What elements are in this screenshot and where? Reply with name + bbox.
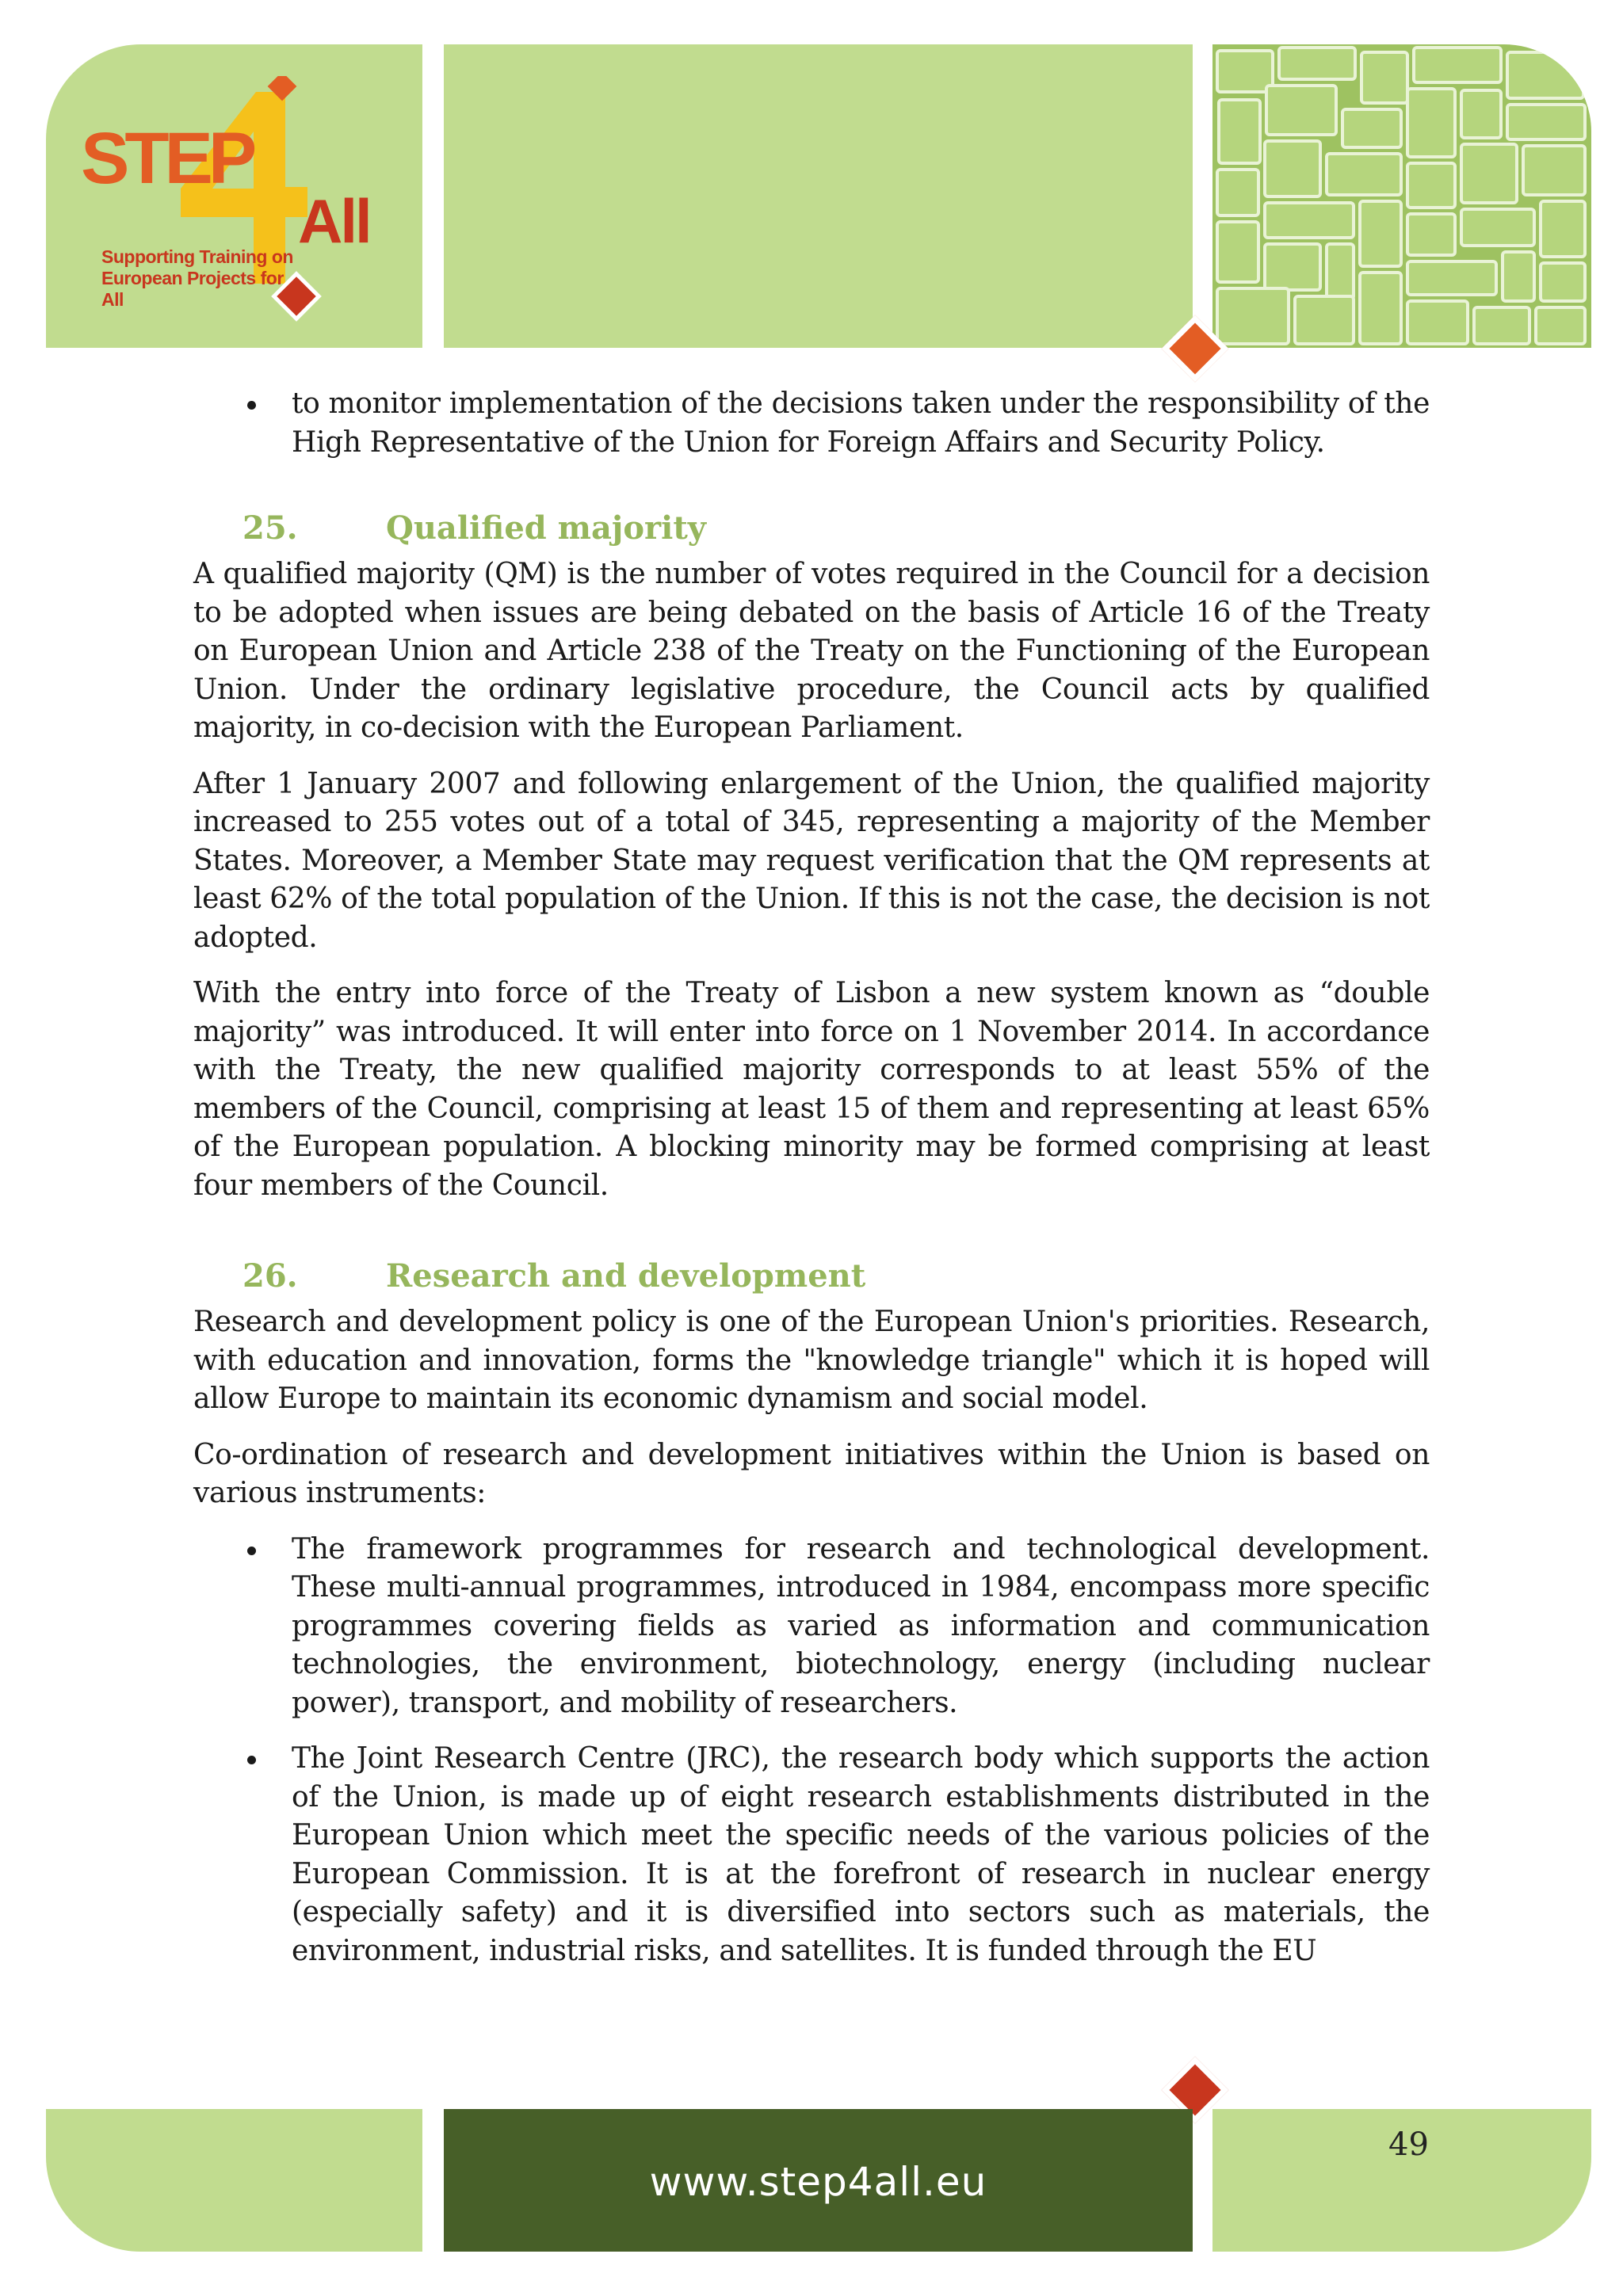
website-link[interactable]: www.step4all.eu bbox=[649, 2159, 987, 2205]
stone-pattern bbox=[1212, 44, 1591, 348]
logo-word-step: STEP bbox=[81, 118, 253, 199]
logo-tagline bbox=[101, 246, 307, 311]
header-pattern-panel bbox=[1212, 44, 1591, 348]
document-body bbox=[193, 385, 1430, 1988]
footer-left-panel bbox=[46, 2109, 422, 2252]
paragraph: After 1 January 2007 and following enlargement of the Union, the qualified majority increased to 255 votes out of a total of 345, representing a majority of the Member States. Moreover, a Member State may request verification that the QM represents at least 62% of the total population of the Union. If this is not the case, the decision is not adopted. bbox=[193, 767, 1430, 954]
logo-tagline-line1: Supporting Training on bbox=[101, 246, 293, 267]
intro-bullet-list bbox=[193, 385, 1430, 462]
section-heading-25 bbox=[193, 508, 1430, 555]
paragraph: Co-ordination of research and development initiatives within the Union is based on various instruments: bbox=[193, 1438, 1430, 1509]
logo-word-all: All bbox=[298, 186, 370, 256]
header-middle-panel bbox=[444, 44, 1193, 348]
header-left-panel bbox=[46, 44, 422, 348]
paragraph: Research and development policy is one of the European Union's priorities. Research, with education and innovation, forms the "knowledge triangle" which it is hoped will allow Europe to maintain its economic dynamism and social model. bbox=[193, 1306, 1430, 1415]
paragraph: A qualified majority (QM) is the number of votes required in the Council for a decision to be adopted when issues are being debated on the basis of Article 16 of the Treaty on European Union and Article 238 of the Treaty on the Functioning of the European Union. Under the ordinary legislative procedure, the Council acts by qualified majority, in co-decision with the European Parliament. bbox=[193, 558, 1430, 744]
section-number: 26. bbox=[242, 1257, 298, 1295]
logo-tagline-line2: European Projects for All bbox=[101, 268, 284, 310]
section-heading-26 bbox=[193, 1256, 1430, 1303]
instrument-bullet-list bbox=[193, 1531, 1430, 1971]
section-title: Research and development bbox=[386, 1257, 866, 1295]
paragraph: With the entry into force of the Treaty of Lisbon a new system known as “double majority” was introduced. It will enter into force on 1 November 2014. In accordance with the Treaty, the new qualified majority corresponds to at least 55% of the members of the Council, comprising at least 15 of them and representing at least 65% of the European population. A blocking minority may be formed comprising at least four members of the Council. bbox=[193, 977, 1430, 1202]
step4all-logo bbox=[78, 76, 411, 338]
page-number: 49 bbox=[1388, 2126, 1429, 2163]
list-item: to monitor implementation of the decisions taken under the responsibility of the High Representative of the Union for Foreign Affairs and Security Policy. bbox=[193, 385, 1430, 462]
section-number: 25. bbox=[242, 509, 298, 547]
list-item: The framework programmes for research and technological development. These multi-annual programmes, introduced in 1984, encompass more specific programmes covering fields as varied as information and communication technologies, the environment, biotechnology, energy (including nuclear power), transport, and mobility of researchers. bbox=[193, 1531, 1430, 1723]
list-item: The Joint Research Centre (JRC), the research body which supports the action of the Union, is made up of eight research establishments distributed in the European Union which meet the specific needs of the various policies of the European Commission. It is at the forefront of research in nuclear energy (especially safety) and it is diversified into sectors such as materials, the environment, industrial risks, and satellites. It is funded through the EU bbox=[193, 1740, 1430, 1970]
section-title: Qualified majority bbox=[386, 509, 707, 547]
